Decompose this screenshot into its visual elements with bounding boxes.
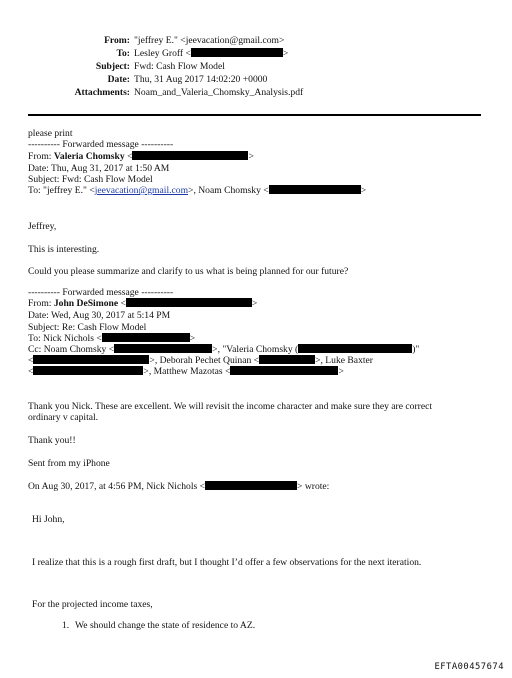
attachments-value: Noam_and_Valeria_Chomsky_Analysis.pdf <box>134 87 304 98</box>
fwd2-date: Date: Wed, Aug 30, 2017 at 5:14 PM <box>28 310 171 321</box>
thanks-line-2: ordinary v capital. <box>28 412 99 423</box>
fwd1-subject: Subject: Fwd: Cash Flow Model <box>28 174 153 185</box>
redaction-box <box>298 344 412 353</box>
fwd2-cc: Cc: Noam Chomsky < >, "Valeria Chomsky ( )" <box>28 344 420 355</box>
hi-john: Hi John, <box>32 514 65 525</box>
please-print: please print <box>28 128 73 139</box>
line-question: Could you please summarize and clarify to us what is being planned for our future? <box>28 266 349 277</box>
redaction-box <box>132 151 248 160</box>
to-label: To: <box>116 48 130 59</box>
redaction-box <box>102 333 190 342</box>
fwd1-to: To: "jeffrey E." <jeevacation@gmail.com>, Noam Chomsky < > <box>28 185 367 196</box>
redaction-box <box>230 366 338 375</box>
subject-value: Fwd: Cash Flow Model <box>134 61 225 72</box>
date-value: Thu, 31 Aug 2017 14:02:20 +0000 <box>134 74 268 85</box>
forward-separator-1: ---------- Forwarded message ---------- <box>28 139 174 150</box>
greeting: Jeffrey, <box>28 221 57 232</box>
sent-from: Sent from my iPhone <box>28 458 110 469</box>
list-item-1-number: 1. <box>62 620 70 631</box>
redaction-box <box>33 355 149 364</box>
redaction-box <box>269 185 361 194</box>
header-divider <box>28 114 481 116</box>
bates-number: EFTA00457674 <box>434 662 504 672</box>
fwd2-from: From: John DeSimone < > <box>28 298 258 309</box>
quoted-intro: On Aug 30, 2017, at 4:56 PM, Nick Nichols < > wrote: <box>28 481 330 492</box>
from-label: From: <box>104 35 130 46</box>
fwd2-subject: Subject: Re: Cash Flow Model <box>28 322 147 333</box>
fwd1-from: From: Valeria Chomsky < > <box>28 151 254 162</box>
fwd2-cc-line-3: < >, Matthew Mazotas < > <box>28 366 344 377</box>
subject-label: Subject: <box>95 61 130 72</box>
list-item-1-text: We should change the state of residence to AZ. <box>75 620 256 631</box>
redaction-box <box>114 344 212 353</box>
attachments-label: Attachments: <box>74 87 130 98</box>
redaction-box <box>259 355 315 364</box>
projected-taxes: For the projected income taxes, <box>32 599 153 610</box>
redaction-box <box>205 481 297 490</box>
line-interesting: This is interesting. <box>28 244 100 255</box>
email-link[interactable]: jeevacation@gmail.com <box>94 185 189 196</box>
fwd2-to: To: Nick Nichols < > <box>28 333 196 344</box>
thanks-line-1: Thank you Nick. These are excellent. We will revisit the income character and make sure they are correct <box>28 401 433 412</box>
redaction-box <box>191 48 283 57</box>
redaction-box <box>33 366 143 375</box>
fwd1-date: Date: Thu, Aug 31, 2017 at 1:50 AM <box>28 163 170 174</box>
redaction-box <box>126 298 252 307</box>
from-value: "jeffrey E." <jeevacation@gmail.com> <box>134 35 285 46</box>
thank-you: Thank you!! <box>28 435 76 446</box>
to-value: Lesley Groff < > <box>134 48 289 59</box>
fwd2-cc-line-2: < >, Deborah Pechet Quinan < >, Luke Baxter <box>28 355 373 366</box>
date-label: Date: <box>107 74 130 85</box>
realize-line: I realize that this is a rough first draft, but I thought I’d offer a few observations for the next iteration. <box>32 557 422 568</box>
forward-separator-2: ---------- Forwarded message ---------- <box>28 287 174 298</box>
